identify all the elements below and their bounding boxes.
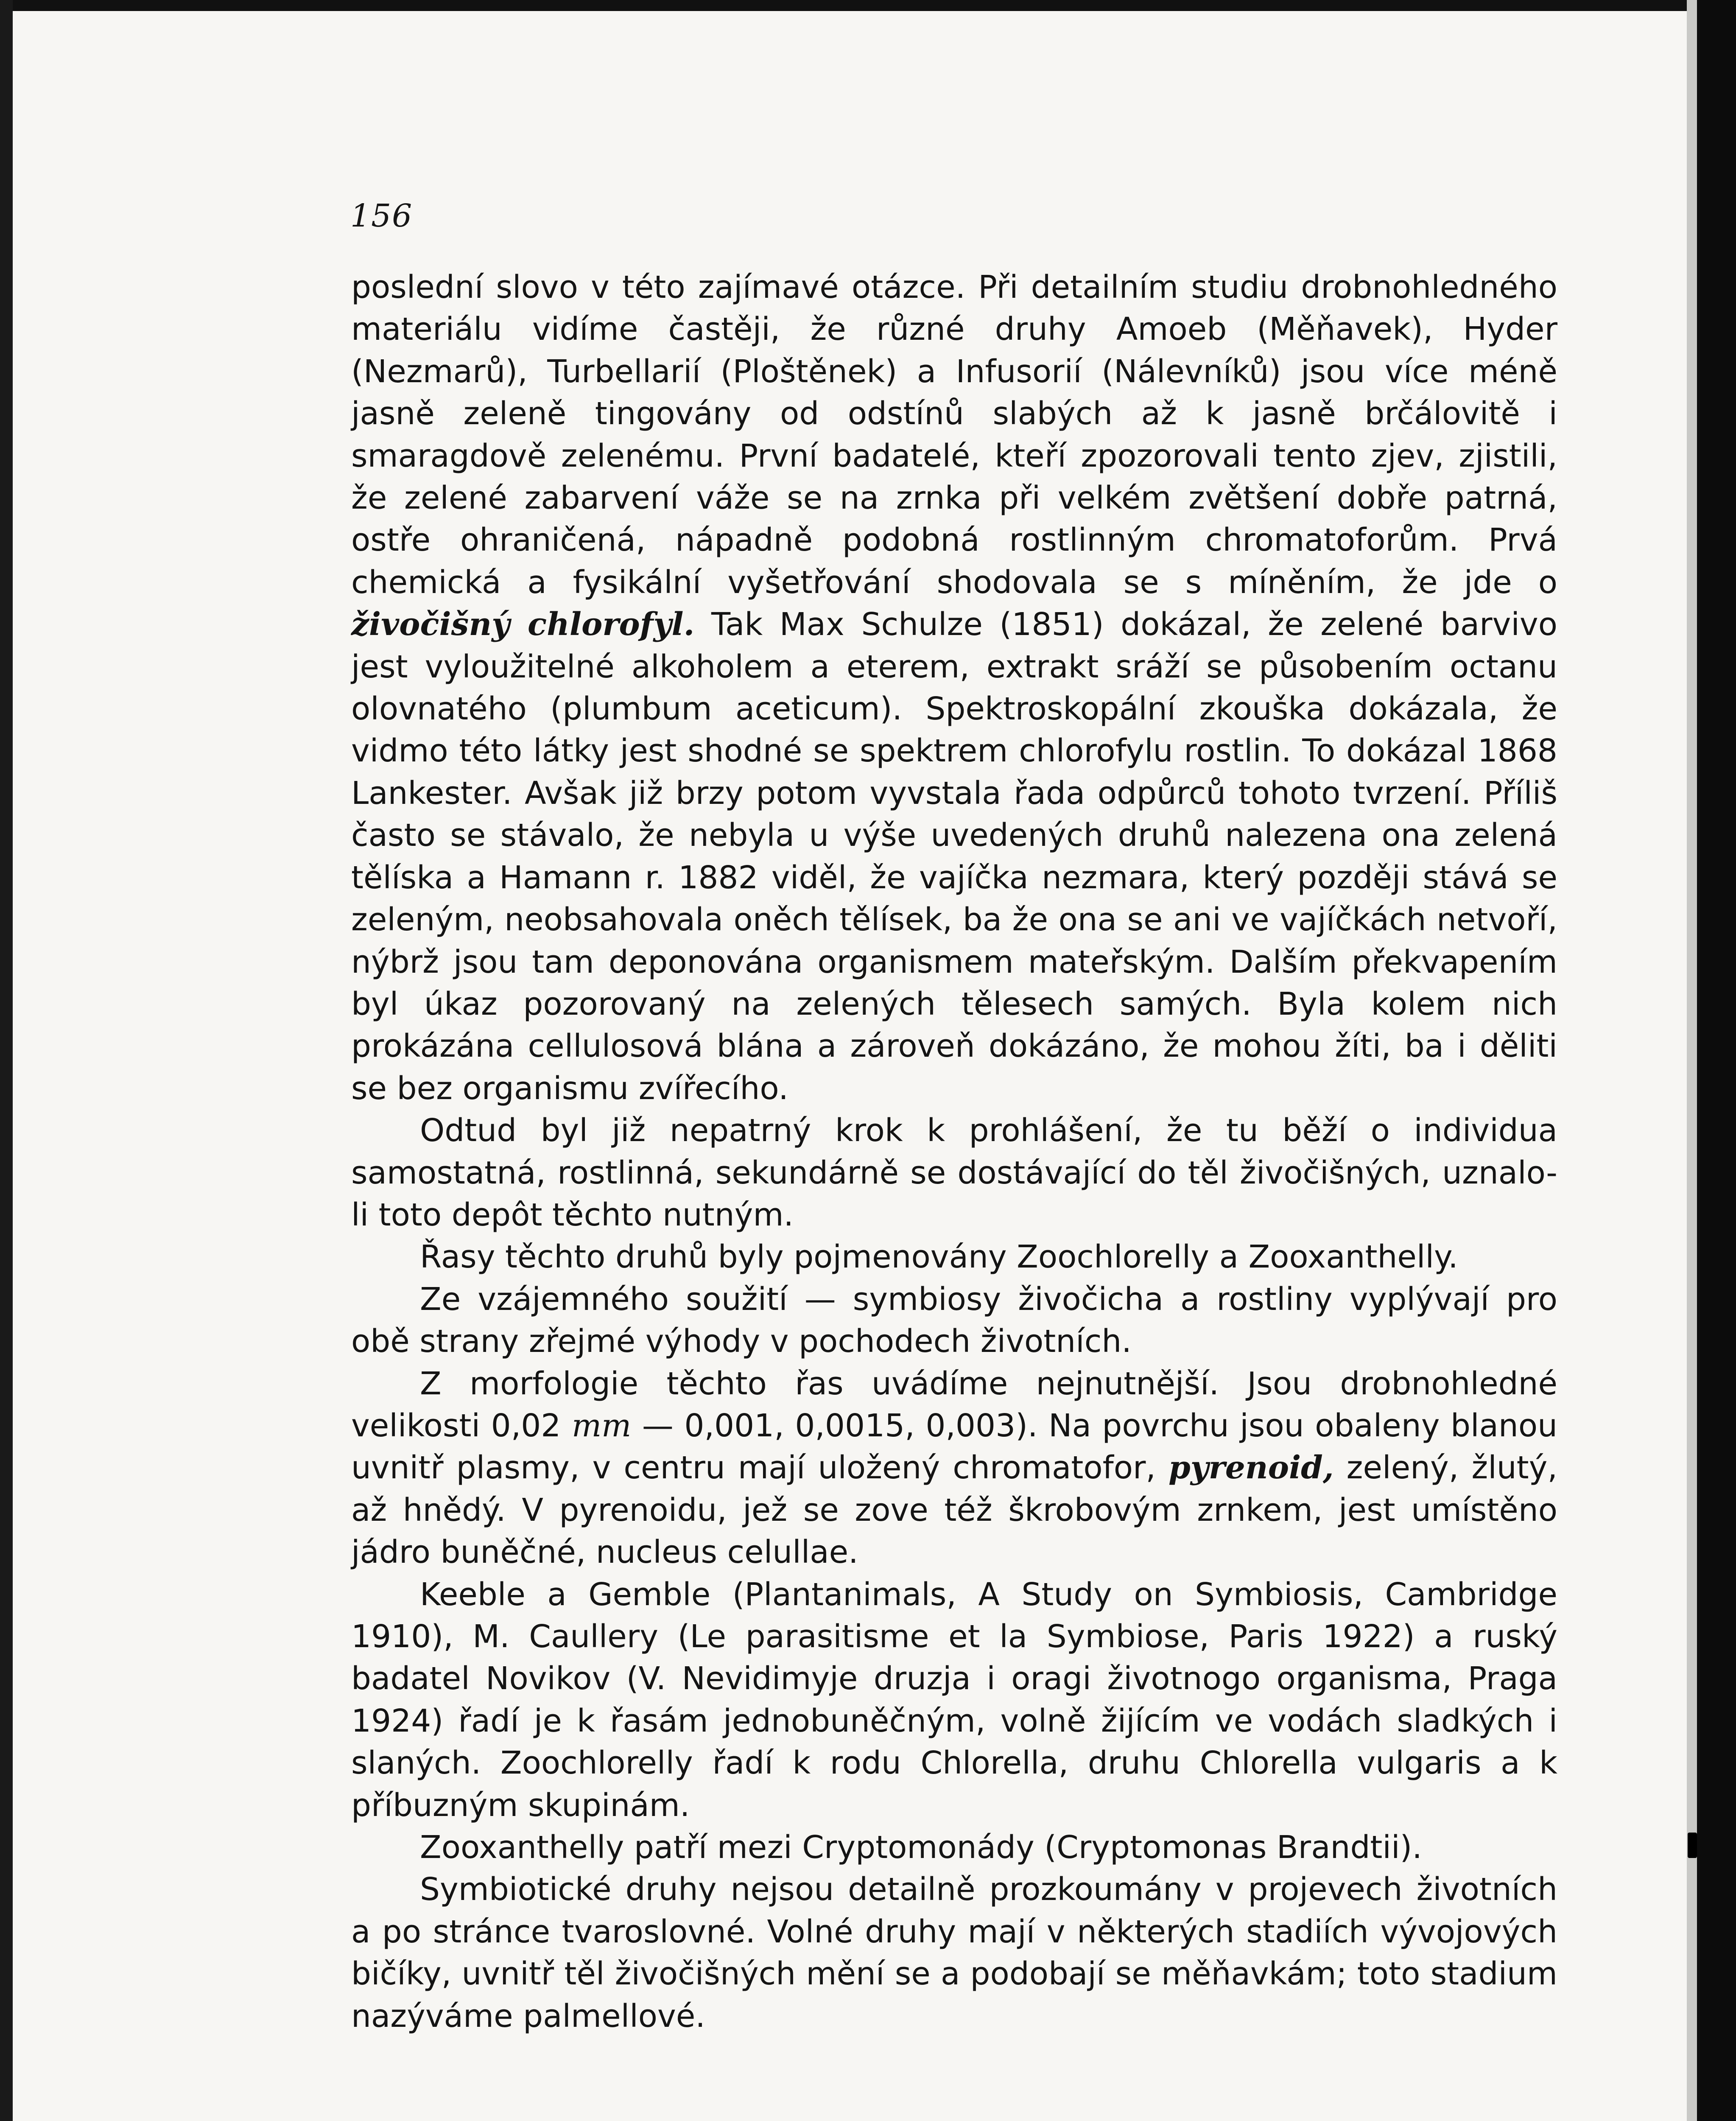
emphasis-term: pyrenoid, [1169,1449,1334,1486]
paragraph-7: Zooxanthelly patří mezi Cryptomonády (Cryptomonas Brandtii). [420,1829,1422,1866]
scan-border-top [0,0,1736,11]
paragraph-5 [351,1363,1557,1574]
page-edge-nick [1688,1833,1697,1858]
paragraph-text: zelený, žlutý, až hnědý. V pyrenoidu, jež se zove též škrobovým zrnkem, jest umístěno jádro buněčné, nucleus celullae. [351,1449,1557,1571]
paragraph-text: Tak Max Schulze (1851) dokázal, že zelené barvivo jest vyloužitelné alkoholem a eterem, extrakt sráží se působením octanu olovnatého (plumbum aceticum). Spektroskopální zkouška dokázala, že vidmo této látky jest shodné se spektrem chlorofylu rostlin. To dokázal 1868 Lankester. Avšak již brzy potom vyvstala řada odpůrců tohoto tvrzení. Příliš často se stávalo, že nebyla u výše uvedených druhů nalezena ona zelená tělíska a Hamann r. 1882 viděl, že vajíčka nezmara, který později stává se zeleným, neobsahovala oněch tělísek, ba že ona se ani ve vajíčkách netvoří, nýbrž jsou tam deponována organismem mateřským. Dalším překvapením byl úkaz pozorovaný na zelených tělesech samých. Byla kolem nich prokázána cellulosová blána a zároveň dokázáno, že mohou žíti, ba i děliti se bez organismu zvířecího. [351,606,1557,1107]
scan-border-right-shadow [1687,0,1697,2121]
paragraph-text: Z morfologie těchto řas uvádíme nejnutnější. Jsou drobnohledné velikosti 0,02 [351,1365,1557,1444]
paragraph-1 [351,266,1557,1110]
unit-term: mm [571,1407,632,1444]
paragraph-3: Řasy těchto druhů byly pojmenovány Zoochlorelly a Zooxanthelly. [420,1239,1458,1276]
paragraph-text: — 0,001, 0,0015, 0,003). Na povrchu jsou obaleny blanou uvnitř plasmy, v centru mají uložený chromatofor, [351,1407,1557,1486]
paragraph-4: Ze vzájemného soužití — symbiosy živočicha a rostliny vyplývají pro obě strany zřejmé výhody v pochodech životních. [351,1281,1557,1360]
emphasis-term: živočišný chlorofyl. [351,606,695,643]
paragraph-2: Odtud byl již nepatrný krok k prohlášení, že tu běží o individua samostatná, rostlinná, sekundárně se dostávající do těl živočišných, uznalo-li toto depôt těchto nutným. [351,1112,1557,1233]
body-text [351,266,1557,2037]
paragraph-8: Symbiotické druhy nejsou detailně prozkoumány v projevech životních a po stránce tvaroslovné. Volné druhy mají v některých stadiích vývojových bičíky, uvnitř těl živočišných mění se a podobají se měňavkám; toto stadium nazýváme palmellové. [351,1871,1557,2034]
paragraph-text: poslední slovo v této zajímavé otázce. Při detailním studiu drobnohledného materiálu vidíme častěji, že různé druhy Amoeb (Měňavek), Hyder (Nezmarů), Turbellarií (Ploštěnek) a Infusorií (Nálevníků) jsou více méně jasně zeleně tingovány od odstínů slabých až k jasně brčálovitě i smaragdově zelenému. První badatelé, kteří zpozorovali tento zjev, zjistili, že zelené zabarvení váže se na zrnka při velkém zvětšení dobře patrná, ostře ohraničená, nápadně podobná rostlinným chromatoforům. Prvá chemická a fysikální vyšetřování shodovala se s míněním, že jde o [351,269,1557,601]
page-number: 156 [350,198,413,234]
scan-border-left [0,0,13,2121]
paragraph-6: Keeble a Gemble (Plantanimals, A Study on Symbiosis, Cambridge 1910), M. Caullery (Le parasitisme et la Symbiose, Paris 1922) a ruský badatel Novikov (V. Nevidimyje druzja i oragi životnogo organisma, Praga 1924) řadí je k řasám jednobuněčným, volně žijícím ve vodách sladkých i slaných. Zoochlorelly řadí k rodu Chlorella, druhu Chlorella vulgaris a k příbuzným skupinám. [351,1576,1557,1824]
scan-border-right [1697,0,1736,2121]
